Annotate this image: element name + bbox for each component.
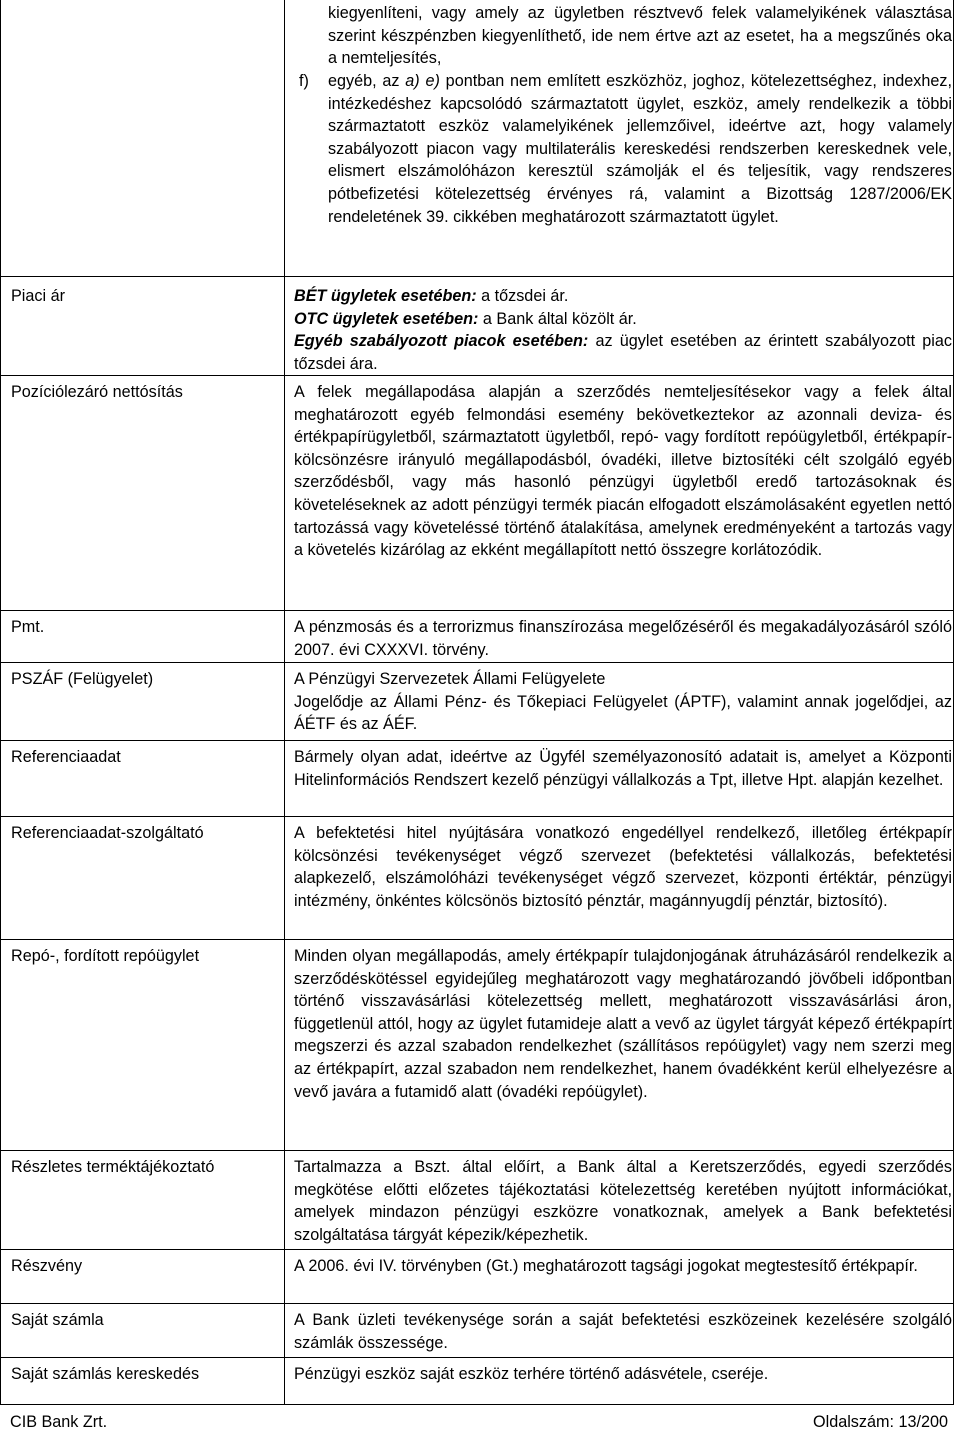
term-pszaf: PSZÁF (Felügyelet)	[11, 670, 154, 688]
definition-pszaf: A Pénzügyi Szervezetek Állami Felügyelete Jogelődje az Állami Pénz- és Tőkepiaci Felügyelet (ÁPTF), valamint annak jogelődjei, az ÁÉTF és az ÁÉF.	[294, 670, 952, 734]
definition-piaci-ar: BÉT ügyletek esetében: a tőzsdei ár. OTC ügyletek esetében: a Bank által közölt ár. Egyéb szabályozott piacok esetében: az ügylet esetében az érintett szabályozott piac tőzsdei ára.	[294, 287, 952, 373]
term-sajat-szamlas-kereskedes: Saját számlás kereskedés	[11, 1365, 200, 1383]
term-repougylet: Repó-, fordított repóügylet	[11, 947, 200, 965]
definition-referenciaadat-szolgaltato: A befektetési hitel nyújtására vonatkozó engedéllyel rendelkező, illetőleg értékpapír kölcsönzési tevékenységet végző szervezet (befektetési vállalkozás, befektetési alapkezelő, elszámolóházi tevékenységet végző szervezet, központi értéktár, pénzügyi intézmény, önkéntes kölcsönös biztosító pénztár, magánnyugdíj pénztár, biztosító).	[294, 824, 952, 910]
row-divider	[1, 610, 953, 611]
derivative-definition-continuation	[328, 2, 952, 70]
continuation-text: kiegyenlíteni, vagy amely az ügyletben résztvevő felek valamelyikének választása szerint készpénzben kiegyenlíthető, ide nem értve azt az esetet, ha a megszűnés oka a nemteljesítés,	[328, 4, 952, 68]
definition-reszveny: A 2006. évi IV. törvényben (Gt.) meghatározott tagsági jogokat megtestesítő értékpapír.	[294, 1257, 918, 1275]
row-divider	[1, 1150, 953, 1151]
footer-page-number: Oldalszám: 13/200	[813, 1413, 948, 1431]
term-sajat-szamla: Saját számla	[11, 1311, 104, 1329]
other-market-label: Egyéb szabályozott piacok esetében:	[294, 332, 589, 351]
term-referenciaadat-szolgaltato: Referenciaadat-szolgáltató	[11, 824, 204, 842]
definition-pmt: A pénzmosás és a terrorizmus finanszírozása megelőzéséről és megakadályozásáról szóló 2007. évi CXXXVI. törvény.	[294, 618, 952, 659]
bet-label: BÉT ügyletek esetében:	[294, 287, 477, 305]
row-divider	[1, 1303, 953, 1304]
row-divider	[1, 375, 953, 376]
definition-referenciaadat: Bármely olyan adat, ideértve az Ügyfél személyazonosító adatait is, amelyet a Központi Hitelinformációs Rendszert kezelő pénzügyi vállalkozás a Tpt, illetve Hpt. alapján kezelhet.	[294, 748, 952, 789]
row-divider	[1, 1357, 953, 1358]
definition-sajat-szamla: A Bank üzleti tevékenysége során a saját befektetési eszközeinek kezelésére szolgáló számlák összessége.	[294, 1311, 952, 1352]
otc-label: OTC ügyletek esetében:	[294, 309, 479, 328]
definition-sajat-szamlas-kereskedes: Pénzügyi eszköz saját eszköz terhére történő adásvétele, cseréje.	[294, 1365, 769, 1383]
list-item-f-label: f)	[299, 72, 309, 90]
definition-repougylet: Minden olyan megállapodás, amely értékpapír tulajdonjogának átruházásáról rendelkezik a szerződéskötéssel egyidejűleg meghatározott vagy meghatározandó jövőbeli időpontban történő visszavásárlási kötelezettség mellett, meghatározott visszavásárlási áron, függetlenül attól, hogy az ügylet futamideje alatt a vevő az ügylet tárgyát képező értékpapírt megszerzi és azzal szabadon rendelkezhet (szállításos repóügylet) vagy nem szerzi meg az értékpapírt, azzal szabadon nem rendelkezhet, hanem óvadékként kerül elhelyezésre a vevő javára a futamidő alatt (óvadéki repóügylet).	[294, 947, 952, 1101]
table-bottom-border	[1, 1404, 953, 1405]
row-divider	[1, 816, 953, 817]
definition-reszletes-termektajekoztato: Tartalmazza a Bszt. által előírt, a Bank által a Keretszerződés, egyedi szerződés megkötése előtti előzetes tájékoztatási kötelezettség keretében nyújtott információkat, amelyek mindazon pénzügyi eszközre vonatkoznak, amelyek a Bank befektetési szolgáltatása tárgyát képezik/képezhetik.	[294, 1158, 952, 1244]
row-divider	[1, 276, 953, 277]
definition-pozicio-lezaro-nettositas: A felek megállapodása alapján a szerződés nemteljesítésekor vagy a felek által meghatározott egyéb felmondási esemény bekövetkeztekor az azonnali deviza- és értékpapírügyletből, származtatott ügyletből, repó- vagy fordított repóügyletből, értékpapír-kölcsönzésre irányuló megállapodásból, óvadéki, illetve biztosítéki célt szolgáló egyéb szerződésből, vagy más hasonló pénzügyi ügyletből eredő tartozásoknak és követeléseknek az adott pénzügyi termék piacán elfogadott elszámolásaként egyetlen nettó tartozássá vagy követeléssé történő átalakítása, amelynek eredményeként a tartozás vagy a követelés kizárólag az ekként megállapított nettó összegre korlátozódik.	[294, 383, 952, 560]
column-divider	[284, 0, 285, 1405]
term-pmt: Pmt.	[11, 618, 45, 636]
list-item-f-text: egyéb, az a) e) pontban nem említett eszközhöz, joghoz, kötelezettséghez, indexhez, intézkedéshez kapcsolódó származtatott ügylet, eszköz, amely rendelkezik a többi származtatott eszköz valamelyikének jellemzőivel, ideértve azt, hogy valamely szabályozott piacon vagy multilaterális kereskedési rendszerben kereskednek vele, elismert elszámolóházon keresztül számolják el és teljesítik, vagy rendszeres pótbefizetési kötelezettség érvényes rá, valamint a Bizottság 1287/2006/EK rendeletének 39. cikkében meghatározott származtatott ügylet.	[328, 72, 952, 226]
row-divider	[1, 939, 953, 940]
row-divider	[1, 740, 953, 741]
row-divider	[1, 1249, 953, 1250]
term-reszveny: Részvény	[11, 1257, 83, 1275]
term-piaci-ar: Piaci ár	[11, 287, 65, 305]
item-reference: a) e)	[405, 72, 440, 90]
term-referenciaadat: Referenciaadat	[11, 748, 121, 766]
footer-company: CIB Bank Zrt.	[10, 1413, 108, 1431]
term-pozicio-lezaro-nettositas: Pozíciólezáró nettósítás	[11, 383, 183, 401]
term-reszletes-termektajekoztato: Részletes terméktájékoztató	[11, 1158, 215, 1176]
row-divider	[1, 662, 953, 663]
